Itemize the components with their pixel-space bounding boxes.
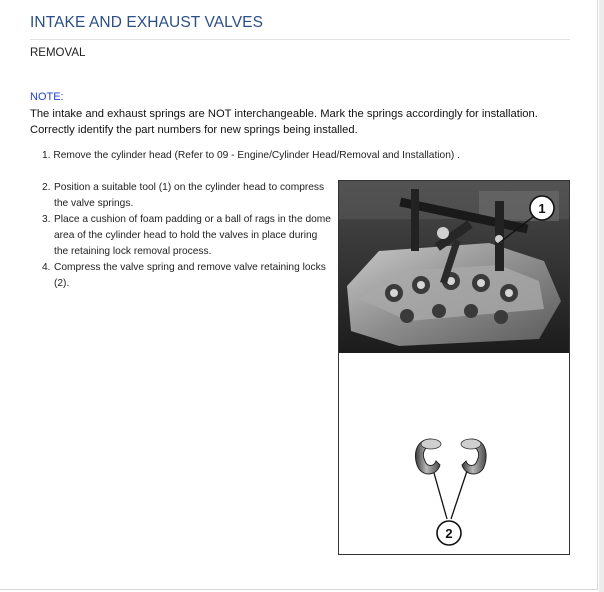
illustration-figure [338, 180, 570, 555]
step-text: Place a cushion of foam padding or a ball of rags in the dome area of the cylinder head to hold the valves in place during the retaining lock removal process. [54, 214, 331, 257]
step-number: 4. [42, 262, 51, 273]
step-number: 1. [42, 150, 51, 161]
callout-1: 1 [538, 201, 546, 216]
step-number: 2. [42, 182, 51, 193]
callout-2: 2 [445, 526, 453, 541]
section-heading: REMOVAL [30, 47, 86, 59]
page-title: INTAKE AND EXHAUST VALVES [30, 14, 264, 31]
step-1 [42, 150, 460, 161]
step-text: Remove the cylinder head (Refer to 09 - Engine/Cylinder Head/Removal and Installation) . [53, 150, 460, 161]
procedure-steps [42, 180, 334, 292]
step-4 [42, 260, 334, 292]
cylinder-head-photo [339, 181, 569, 353]
title-divider [30, 39, 570, 40]
note-label: NOTE: [30, 91, 64, 103]
step-text: Position a suitable tool (1) on the cylinder head to compress the valve springs. [54, 182, 325, 209]
step-2 [42, 180, 334, 212]
scrollbar-track[interactable] [599, 0, 604, 592]
step-3 [42, 212, 334, 260]
retaining-locks-drawing [339, 353, 569, 554]
step-number: 3. [42, 214, 51, 225]
note-text: The intake and exhaust springs are NOT interchangeable. Mark the springs accordingly for installation. Correctly identify the part numbers for new springs being installed. [30, 108, 538, 136]
step-text: Compress the valve spring and remove valve retaining locks (2). [54, 262, 326, 289]
